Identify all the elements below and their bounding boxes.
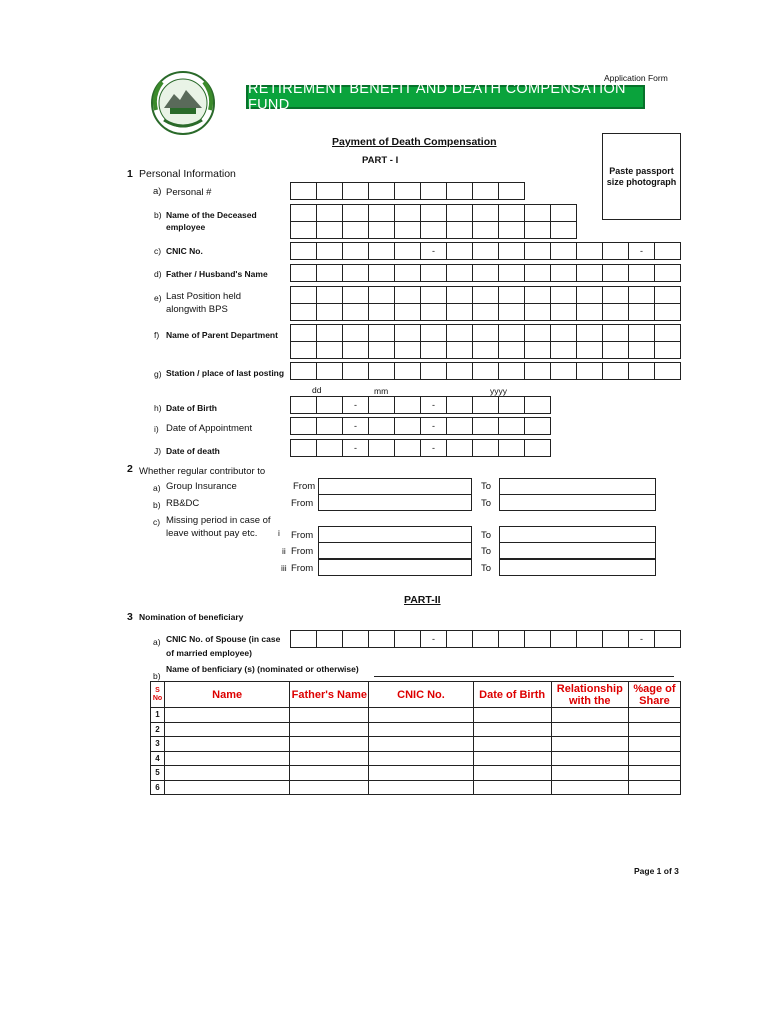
period1-to-input[interactable] [499, 526, 656, 543]
item-2c-letter: c) [153, 517, 161, 527]
cell-relation[interactable] [551, 708, 628, 723]
cell-name[interactable] [165, 751, 290, 766]
last-position-label-2: alongwith BPS [166, 304, 228, 315]
cell-share[interactable] [628, 751, 680, 766]
deceased-name-label-2: employee [166, 222, 206, 232]
row-number: 3 [151, 737, 165, 752]
cell-cnic[interactable] [369, 737, 473, 752]
cell-relation[interactable] [551, 766, 628, 781]
cell-father[interactable] [290, 737, 369, 752]
last-position-input-row2[interactable] [290, 303, 681, 321]
cell-name[interactable] [165, 722, 290, 737]
father-husband-label: Father / Husband's Name [166, 269, 268, 279]
father-husband-input[interactable] [290, 264, 681, 282]
header-cnic: CNIC No. [369, 682, 473, 708]
gi-to-label: To [481, 481, 492, 492]
date-of-appointment-input[interactable]: - - [290, 417, 551, 435]
section3-number: 3 [127, 611, 133, 623]
cnic-input[interactable]: - - [290, 242, 681, 260]
period2-from-input[interactable] [318, 542, 472, 559]
period2-to-input[interactable] [499, 542, 656, 559]
row-number: 4 [151, 751, 165, 766]
cell-father[interactable] [290, 751, 369, 766]
period3-from-input[interactable] [318, 559, 472, 576]
header-share: %age of Share [628, 682, 680, 708]
cell-relation[interactable] [551, 722, 628, 737]
cell-name[interactable] [165, 708, 290, 723]
deceased-name-input-row2[interactable] [290, 221, 577, 239]
item-j-letter: J) [154, 446, 162, 456]
table-row [151, 708, 681, 723]
rbdc-from-label: From [291, 498, 314, 509]
item-e-letter: e) [154, 293, 162, 303]
header-date-of-birth: Date of Birth [473, 682, 551, 708]
parent-department-input-row1[interactable] [290, 324, 681, 342]
cell-relation[interactable] [551, 751, 628, 766]
personal-number-input[interactable] [290, 182, 525, 200]
date-of-appointment-label: Date of Appointment [166, 423, 253, 434]
item-a-letter: a) [153, 186, 162, 197]
item-3a-letter: a) [153, 637, 161, 647]
part-one-label: PART - I [362, 155, 399, 166]
date-header-mm: mm [374, 386, 389, 396]
period1-from-input[interactable] [318, 526, 472, 543]
cell-share[interactable] [628, 737, 680, 752]
parent-department-label: Name of Parent Department [166, 330, 278, 340]
cell-dob[interactable] [473, 766, 551, 781]
rbdc-to-input[interactable] [499, 494, 656, 511]
date-header-yyyy: yyyy [490, 386, 507, 396]
missing-period-label-1: Missing period in case of [166, 515, 271, 526]
item-i-letter: i) [154, 424, 159, 434]
item-3b-letter: b) [153, 671, 161, 681]
cell-father[interactable] [290, 780, 369, 795]
table-row [151, 780, 681, 795]
rbdc-from-input[interactable] [318, 494, 472, 511]
photo-box[interactable]: Paste passport size photograph [602, 133, 681, 220]
beneficiary-name-label: Name of benficiary (s) (nominated or otherwise) [166, 664, 359, 674]
row-number: 5 [151, 766, 165, 781]
table-row [151, 737, 681, 752]
period-roman-3: iii [281, 563, 287, 573]
period-roman-1: i [278, 528, 280, 538]
parent-department-input-row2[interactable] [290, 341, 681, 359]
cell-relation[interactable] [551, 737, 628, 752]
section1-number: 1 [127, 168, 133, 180]
item-d-letter: d) [154, 269, 162, 279]
period-roman-2: ii [282, 546, 286, 556]
date-of-death-input[interactable]: - - [290, 439, 551, 457]
header-sno: S No [151, 682, 165, 708]
period3-to-label: To [481, 563, 492, 574]
station-input[interactable] [290, 362, 681, 380]
last-position-label-1: Last Position held [166, 291, 241, 302]
header-father-name: Father's Name [290, 682, 369, 708]
cell-cnic[interactable] [369, 780, 473, 795]
item-2a-letter: a) [153, 483, 161, 493]
header-name: Name [165, 682, 290, 708]
gi-to-input[interactable] [499, 478, 656, 495]
cell-cnic[interactable] [369, 766, 473, 781]
spouse-cnic-input[interactable]: - - [290, 630, 681, 648]
cell-share[interactable] [628, 722, 680, 737]
item-h-letter: h) [154, 403, 162, 413]
cell-cnic[interactable] [369, 751, 473, 766]
section1-title: Personal Information [139, 168, 236, 180]
deceased-name-input-row1[interactable] [290, 204, 577, 222]
cell-father[interactable] [290, 722, 369, 737]
personal-number-label: Personal # [166, 187, 212, 198]
table-row [151, 722, 681, 737]
cell-father[interactable] [290, 766, 369, 781]
emblem-logo [150, 70, 216, 136]
table-row [151, 766, 681, 781]
cell-cnic[interactable] [369, 722, 473, 737]
period1-from-label: From [291, 530, 314, 541]
beneficiary-table [150, 681, 681, 795]
cell-cnic[interactable] [369, 708, 473, 723]
cell-name[interactable] [165, 780, 290, 795]
part-two-label: PART-II [404, 594, 441, 606]
cnic-label: CNIC No. [166, 246, 203, 256]
item-g-letter: g) [154, 369, 162, 379]
item-c-letter: c) [154, 246, 162, 256]
cell-father[interactable] [290, 708, 369, 723]
section2-title: Whether regular contributor to [139, 466, 266, 477]
period2-to-label: To [481, 546, 492, 557]
spouse-cnic-label-2: of married employee) [166, 648, 252, 658]
row-number: 6 [151, 780, 165, 795]
cell-dob[interactable] [473, 737, 551, 752]
date-header-dd: dd [312, 385, 322, 395]
cell-dob[interactable] [473, 722, 551, 737]
banner-title: RETIREMENT BENEFIT AND DEATH COMPENSATION FUND [246, 85, 645, 109]
period1-to-label: To [481, 530, 492, 541]
group-insurance-label: Group Insurance [166, 481, 237, 492]
gi-from-label: From [293, 481, 316, 492]
section2-number: 2 [127, 463, 133, 475]
item-2b-letter: b) [153, 500, 161, 510]
cell-share[interactable] [628, 766, 680, 781]
period3-from-label: From [291, 563, 314, 574]
section3-title: Nomination of beneficiary [139, 612, 244, 622]
cell-dob[interactable] [473, 708, 551, 723]
cell-dob[interactable] [473, 751, 551, 766]
date-of-birth-label: Date of Birth [166, 403, 217, 413]
period3-to-input[interactable] [499, 559, 656, 576]
last-position-input-row1[interactable] [290, 286, 681, 304]
rbdc-label: RB&DC [166, 498, 200, 509]
form-subtitle: Payment of Death Compensation [332, 136, 497, 148]
spouse-cnic-label-1: CNIC No. of Spouse (in case [166, 634, 281, 644]
missing-period-label-2: leave without pay etc. [166, 528, 258, 539]
header-relationship: Relationship with the [551, 682, 628, 708]
station-label: Station / place of last posting [166, 368, 285, 378]
item-b-letter: b) [154, 210, 162, 220]
row-number: 1 [151, 708, 165, 723]
row-number: 2 [151, 722, 165, 737]
item-f-letter: f) [154, 330, 160, 340]
cell-name[interactable] [165, 737, 290, 752]
rbdc-to-label: To [481, 498, 492, 509]
table-row [151, 751, 681, 766]
table-header-row [151, 682, 681, 708]
cell-share[interactable] [628, 708, 680, 723]
date-of-birth-input[interactable]: - - [290, 396, 551, 414]
cell-relation[interactable] [551, 780, 628, 795]
date-of-death-label: Date of death [166, 446, 220, 456]
period2-from-label: From [291, 546, 314, 557]
cell-dob[interactable] [473, 780, 551, 795]
beneficiary-line[interactable] [374, 675, 674, 677]
form-type-label: Application Form [604, 73, 668, 83]
page-number: Page 1 of 3 [634, 866, 679, 876]
gi-from-input[interactable] [318, 478, 472, 495]
cell-share[interactable] [628, 780, 680, 795]
deceased-name-label-1: Name of the Deceased [166, 210, 257, 220]
cell-name[interactable] [165, 766, 290, 781]
